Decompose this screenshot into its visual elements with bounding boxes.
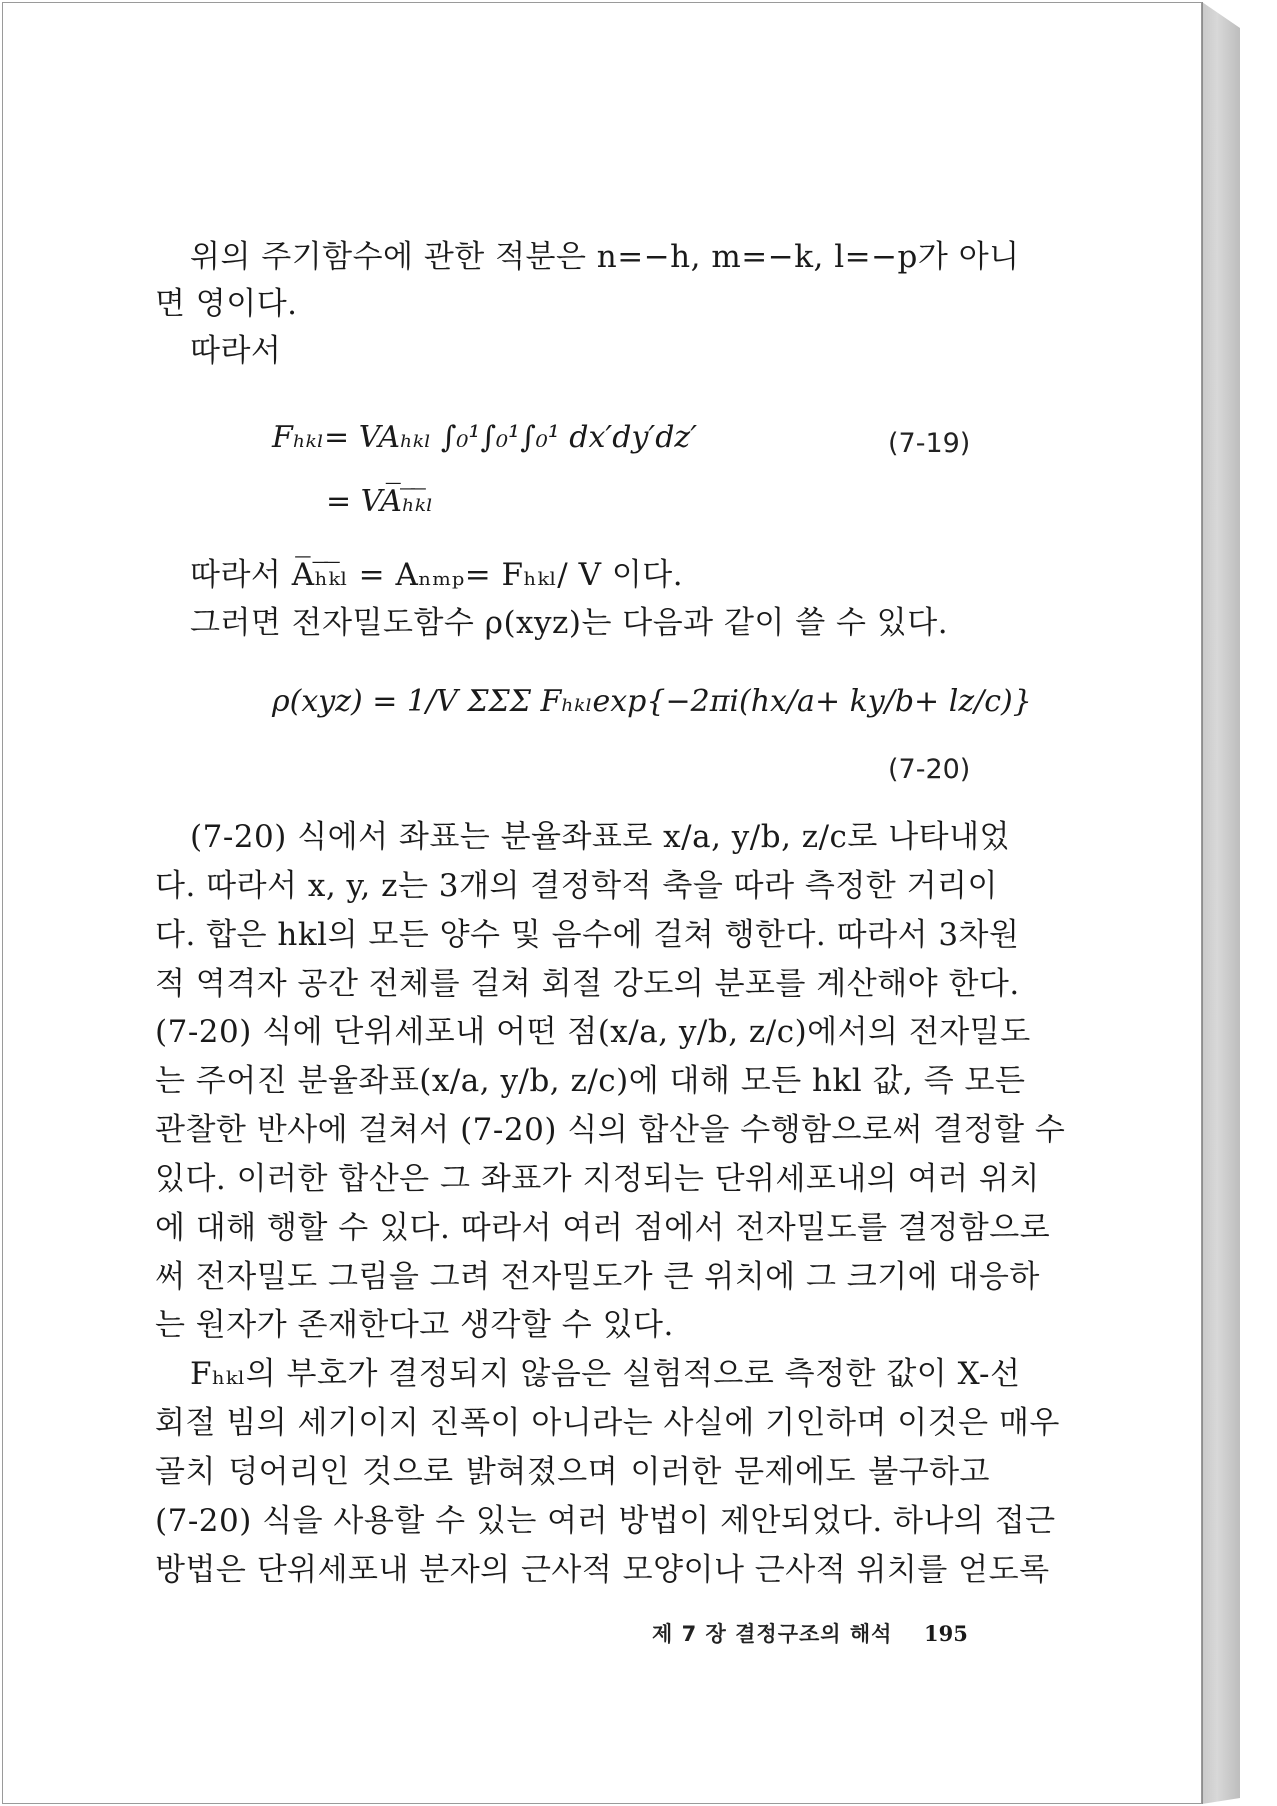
equation-7-19-line2: = VA̅ₕ̅ₖ̅ₗ [326, 484, 434, 519]
text-line: 면 영이다. [155, 286, 298, 322]
equation-7-20: ρ(xyz) = 1/V ΣΣΣ Fₕₖₗexp{−2πi(hx/a+ ky/b+ lz/c)} [272, 684, 1032, 719]
text-line: 따라서 A̅ₕ̅ₖ̅ₗ = Aₙₘₚ= Fₕₖₗ/ V 이다. [190, 557, 684, 593]
text-line: 따라서 [190, 333, 282, 369]
text-line: 있다. 이러한 합산은 그 좌표가 지정되는 단위세포내의 여러 위치 [155, 1161, 1040, 1197]
text-line: 그러면 전자밀도함수 ρ(xyz)는 다음과 같이 쓸 수 있다. [190, 605, 949, 641]
text-line: 골치 덩어리인 것으로 밝혀졌으며 이러한 문제에도 불구하고 [155, 1454, 990, 1490]
equation-7-19-line1: Fₕₖₗ= VAₕₖₗ ∫₀¹∫₀¹∫₀¹ dx′dy′dz′ [272, 420, 698, 455]
text-line: 방법은 단위세포내 분자의 근사적 모양이나 근사적 위치를 얻도록 [155, 1552, 1050, 1588]
text-line: 회절 빔의 세기이지 진폭이 아니라는 사실에 기인하며 이것은 매우 [155, 1405, 1060, 1441]
text-line: Fₕₖₗ의 부호가 결정되지 않음은 실험적으로 측정한 값이 X-선 [190, 1356, 1021, 1392]
equation-number: (7-20) [888, 754, 971, 785]
text-line: 에 대해 행할 수 있다. 따라서 여러 점에서 전자밀도를 결정함으로 [155, 1210, 1051, 1246]
text-line: 는 주어진 분율좌표(x/a, y/b, z/c)에 대해 모든 hkl 값, 즉 모든 [155, 1063, 1026, 1099]
equation-number: (7-19) [888, 428, 971, 459]
text-line: 다. 따라서 x, y, z는 3개의 결정학적 축을 따라 측정한 거리이 [155, 868, 998, 904]
text-line: 는 원자가 존재한다고 생각할 수 있다. [155, 1307, 674, 1343]
text-line: (7-20) 식에 단위세포내 어떤 점(x/a, y/b, z/c)에서의 전자밀도 [155, 1014, 1031, 1050]
running-footer-chapter: 제 7 장 결정구조의 해석 [652, 1622, 893, 1646]
text-line: 관찰한 반사에 걸쳐서 (7-20) 식의 합산을 수행함으로써 결정할 수 [155, 1112, 1066, 1148]
text-line: 다. 합은 hkl의 모든 양수 및 음수에 걸쳐 행한다. 따라서 3차원 [155, 917, 1020, 953]
page-number: 195 [924, 1621, 968, 1646]
text-line: 적 역격자 공간 전체를 걸쳐 회절 강도의 분포를 계산해야 한다. [155, 966, 1020, 1002]
text-line: 써 전자밀도 그림을 그려 전자밀도가 큰 위치에 그 크기에 대응하 [155, 1259, 1040, 1295]
text-line: 위의 주기함수에 관한 적분은 n=−h, m=−k, l=−p가 아니 [190, 239, 1020, 275]
text-line: (7-20) 식에서 좌표는 분율좌표로 x/a, y/b, z/c로 나타내었 [190, 819, 1011, 855]
text-line: (7-20) 식을 사용할 수 있는 여러 방법이 제안되었다. 하나의 접근 [155, 1503, 1056, 1539]
